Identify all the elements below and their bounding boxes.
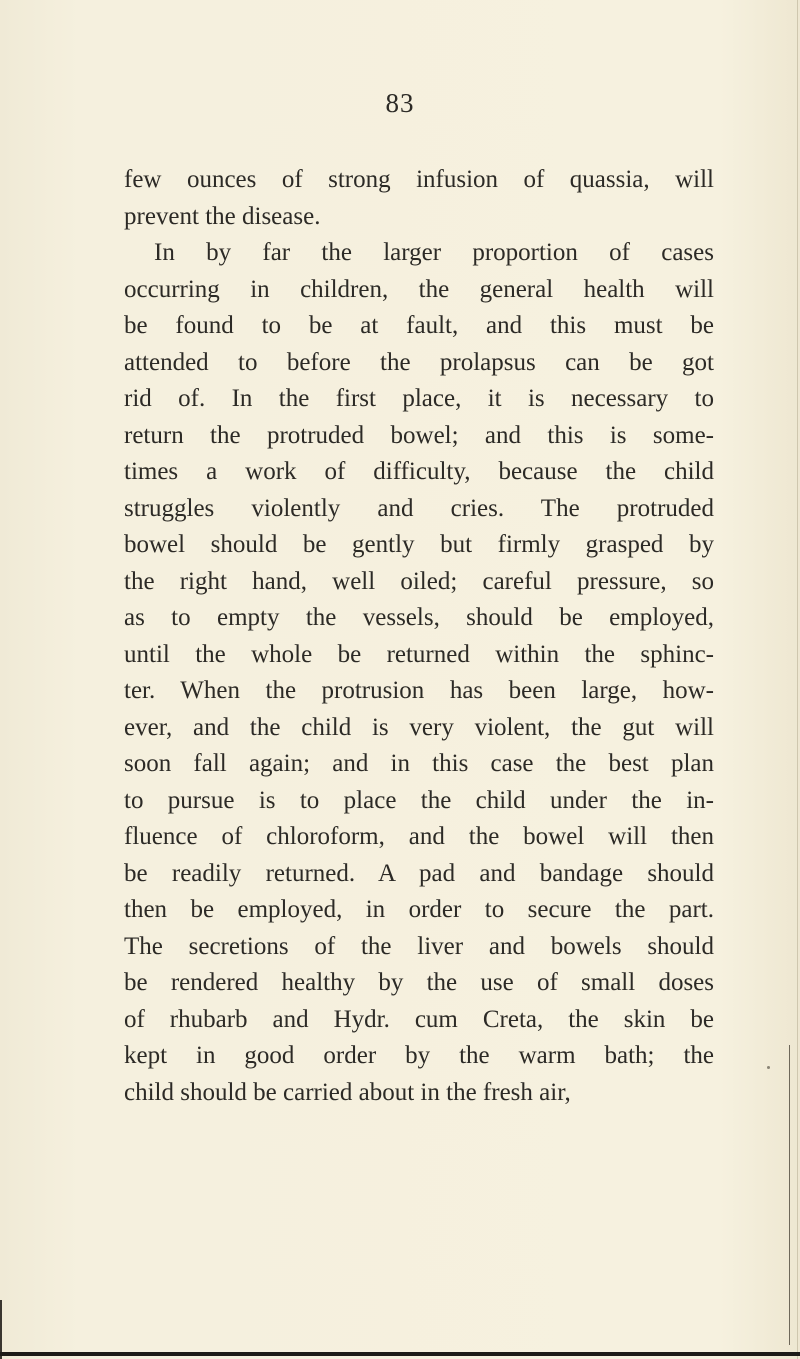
page-edge-line [797,0,798,1359]
text-line: attended to before the prolapsus can be got [124,348,714,376]
text-line: as to empty the vessels, should be employed, [124,604,714,631]
scan-speck [767,1066,770,1069]
text-line: child should be carried about in the fresh air, [124,1078,571,1106]
text-line: return the protruded bowel; and this is some- [124,421,714,449]
text-line: prevent the disease. [124,202,321,230]
text-line: occurring in children, the general health will [124,275,714,303]
text-line: soon fall again; and in this case the best plan [124,750,714,777]
text-line: then be employed, in order to secure the part. [124,896,714,923]
text-line: ter. When the protrusion has been large, how- [124,677,714,704]
text-line: struggles violently and cries. The protruded [124,494,714,522]
text-line: be readily returned. A pad and bandage should [124,859,714,887]
text-line: bowel should be gently but firmly grasped by [124,531,714,558]
scan-edge-mark [0,1300,2,1359]
text-line: The secretions of the liver and bowels should [124,932,714,960]
text-line: few ounces of strong infusion of quassia, will [124,166,714,193]
text-line: be found to be at fault, and this must be [124,312,714,339]
text-line: ever, and the child is very violent, the gut will [124,713,714,741]
text-line: of rhubarb and Hydr. cum Creta, the skin be [124,1005,714,1033]
body-text [124,162,714,1111]
page-number: 83 [385,88,415,118]
scan-edge-mark [789,1045,790,1345]
text-line: rid of. In the first place, it is necessary to [124,385,714,412]
text-line: times a work of difficulty, because the child [124,458,714,485]
scan-bottom-border [0,1352,800,1356]
text-line: until the whole be returned within the sphinc- [124,640,714,668]
text-line: kept in good order by the warm bath; the [124,1042,714,1069]
text-line: to pursue is to place the child under the in- [124,786,714,814]
text-line: fluence of chloroform, and the bowel will then [124,823,714,850]
text-line: the right hand, well oiled; careful pressure, so [124,567,714,595]
text-line: In by far the larger proportion of cases [154,239,714,266]
text-line: be rendered healthy by the use of small doses [124,969,714,996]
